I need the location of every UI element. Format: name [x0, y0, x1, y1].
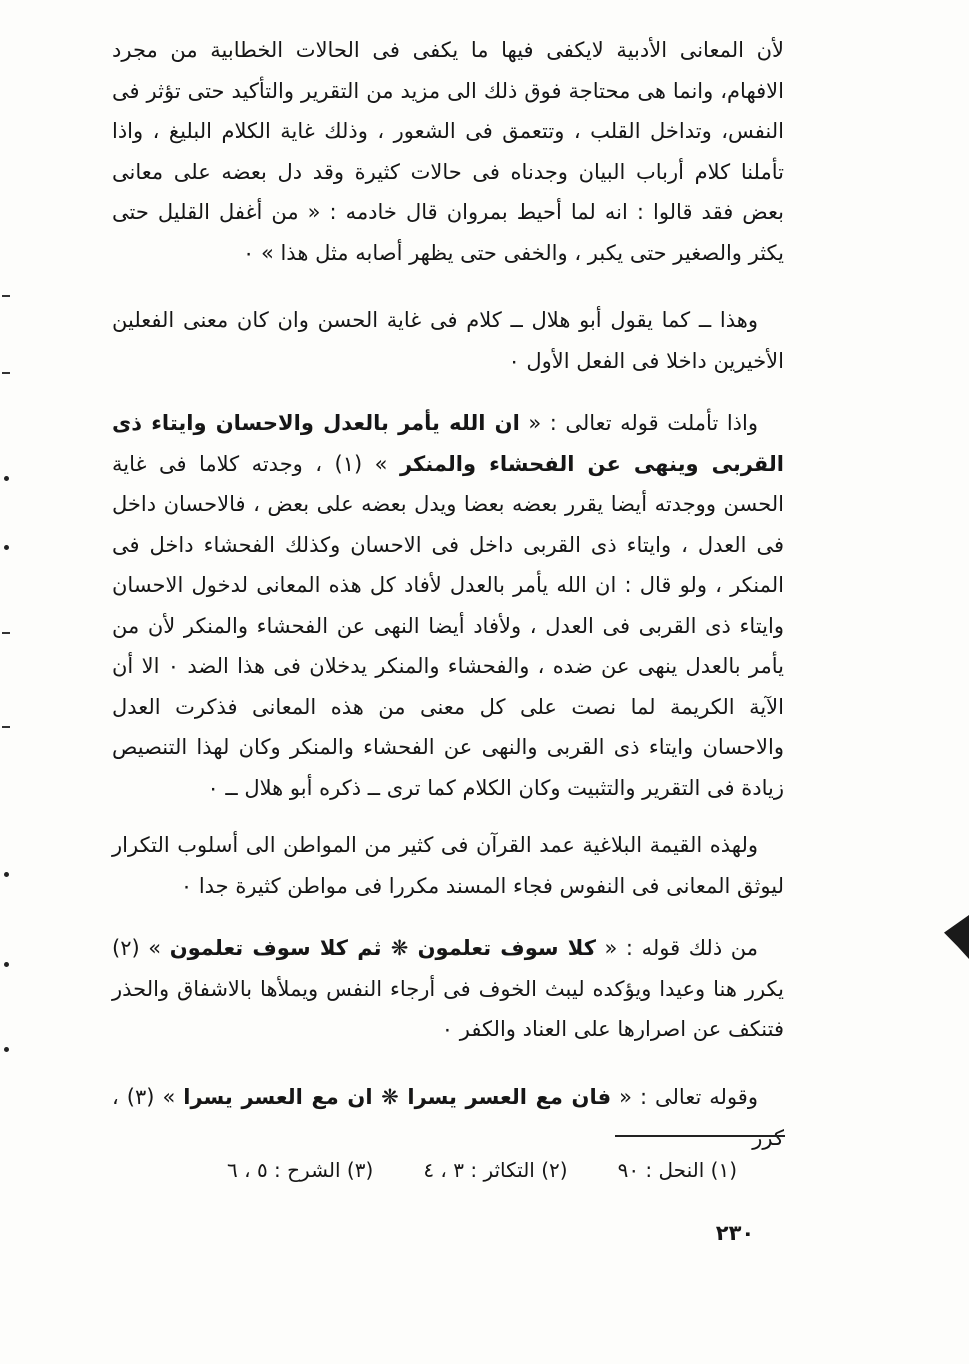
paragraph-6 [112, 1077, 784, 1158]
paragraph-text: وهذا ــ كما يقول أبو هلال ــ كلام فى غاية الحسن وان كان معنى الفعلين الأخيرين داخلا فى الفعل الأول ٠ [112, 308, 784, 373]
paragraph-3 [112, 403, 784, 808]
paragraph-text: » (٢) يكرر هنا وعيدا ويؤكده ليبث الخوف فى أرجاء النفس ويملأها بالاشفاق والحذر فتنكف عن اصرارها على العناد والكفر ٠ [112, 936, 784, 1041]
footnote-1: (١) النحل : ٩٠ [617, 1158, 737, 1182]
page-number: ٢٣٠ [715, 1221, 755, 1245]
paragraph-text: » (٣) ، كرر [112, 1085, 784, 1150]
scan-speck [2, 295, 10, 297]
scan-speck [2, 372, 10, 374]
paragraph-text: وقوله تعالى : « [611, 1085, 758, 1109]
scan-speck [4, 962, 9, 967]
paragraph-text: » (١) ، وجدته كلاما فى غاية الحسن ووجدته أيضا يقرر بعضه بعضا ويدل بعضه على بعض ، فالاحسان داخل فى العدل ، وايتاء ذى القربى داخل فى الاحسان وكذلك الفحشاء داخل فى المنكر ، ولو قال : ان الله يأمر بالعدل لأفاد كل هذه المعانى لدخول الاحسان وايتاء ذى القربى فى العدل ، ولأفاد أيضا النهى عن الفحشاء والمنكر لأن من يأمر بالعدل ينهى عن ضده ، والفحشاء والمنكر يدخلان فى هذا الضد ٠ الا أن الآية الكريمة لما نصت على كل معنى من هذه المعانى فذكرت العدل والاحسان وايتاء ذى القربى والنهى عن الفحشاء والمنكر وكان لهذا التنصيص زيادة فى التقرير والتثبيت وكان الكلام كما ترى ــ ذكره أبو هلال ــ ٠ [112, 451, 784, 800]
scan-edge-mark [944, 915, 969, 959]
footnote-separator [615, 1135, 785, 1137]
paragraph-4 [112, 825, 784, 906]
footnote-2: (٢) التكاثر : ٣ ، ٤ [423, 1158, 568, 1182]
paragraph-text: من ذلك قوله : « [595, 936, 758, 960]
paragraph-text: واذا تأملت قوله تعالى : « [519, 411, 758, 435]
footnotes [227, 1150, 737, 1190]
paragraph-text: لأن المعانى الأدبية لايكفى فيها ما يكفى فى الحالات الخطابية من مجرد الافهام، وانما هى محتاجة فوق ذلك الى مزيد من التقرير والتأكيد حتى تؤثر فى النفس، وتداخل القلب ، وتتعمق فى الشعور ، وذلك غاية الكلام البليغ ، واذا تأملنا كلام أرباب البيان وجدناه فى حالات كثيرة وقد دل بعضه على معانى بعض فقد قالوا : انه لما أحيط بمروان قال خادمه : « من أغفل القليل حتى يكثر والصغير حتى يكبر ، والخفى حتى يظهر أصابه مثل هذا » ٠ [112, 38, 784, 265]
paragraph-2 [112, 300, 784, 381]
paragraph-text: ولهذه القيمة البلاغية عمد القرآن فى كثير من المواطن الى أسلوب التكرار ليوثق المعانى فى النفوس فجاء المسند مكررا فى مواطن كثيرة جدا ٠ [112, 833, 784, 898]
scan-speck [4, 872, 9, 877]
scan-speck [4, 476, 9, 481]
scan-speck [4, 545, 9, 550]
footnote-3: (٣) الشرح : ٥ ، ٦ [227, 1158, 374, 1182]
paragraph-1 [112, 30, 784, 273]
quran-verse-text: فان مع العسر يسرا ❋ ان مع العسر يسرا [183, 1085, 612, 1109]
scan-speck [4, 1047, 9, 1052]
paragraph-5 [112, 928, 784, 1050]
scan-speck [2, 726, 10, 728]
quran-verse-text: كلا سوف تعلمون ❋ ثم كلا سوف تعلمون [169, 936, 596, 960]
quran-verse-text: ان الله يأمر بالعدل والاحسان وايتاء ذى القربى وينهى عن الفحشاء والمنكر [112, 411, 784, 476]
scan-speck [2, 632, 10, 634]
